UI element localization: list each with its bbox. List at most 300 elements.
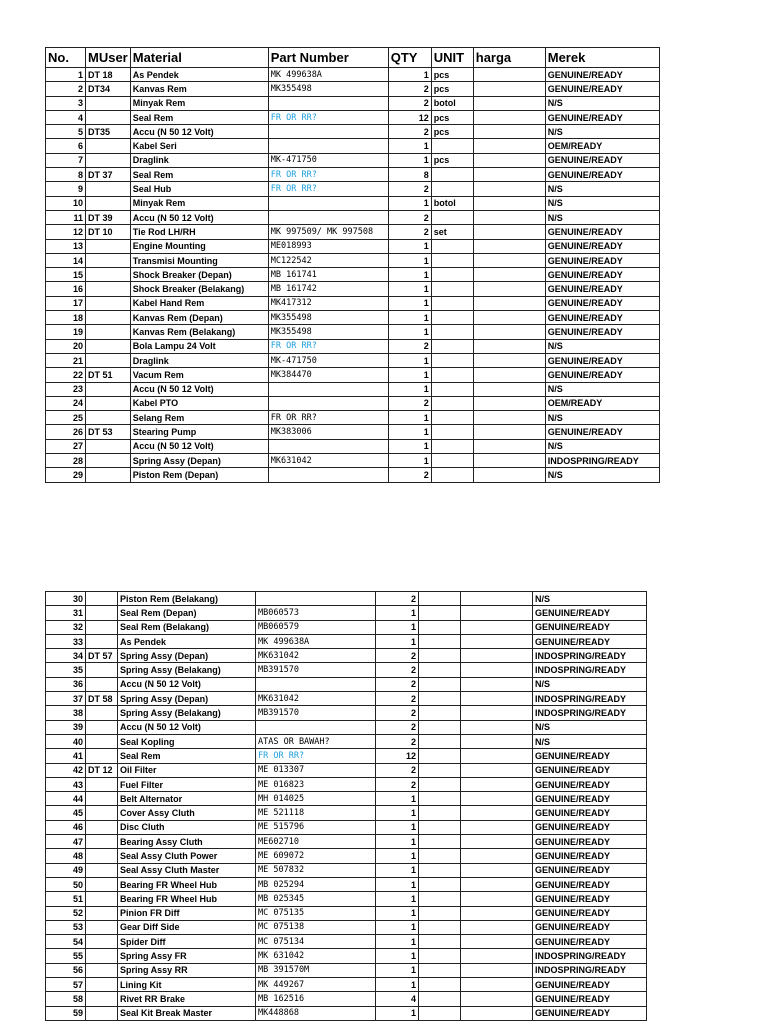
row-unit-cell[interactable] xyxy=(431,468,473,482)
row-unit-cell[interactable]: pcs xyxy=(431,68,473,82)
row-merek-cell[interactable]: N/S xyxy=(545,125,659,139)
row-material-cell[interactable]: As Pendek xyxy=(130,68,268,82)
row-material-cell[interactable]: Minyak Rem xyxy=(130,96,268,110)
row-user-cell[interactable] xyxy=(86,468,131,482)
row-merek-cell[interactable]: GENUINE/READY xyxy=(533,849,647,863)
row-merek-cell[interactable]: INDOSPRING/READY xyxy=(533,706,647,720)
row-qty-cell[interactable]: 1 xyxy=(388,353,431,367)
row-material-cell[interactable]: Seal Rem xyxy=(130,168,268,182)
row-material-cell[interactable]: Accu (N 50 12 Volt) xyxy=(130,439,268,453)
row-harga-cell[interactable] xyxy=(461,920,533,934)
row-no-cell[interactable]: 15 xyxy=(46,268,86,282)
row-qty-cell[interactable]: 1 xyxy=(376,792,419,806)
row-material-cell[interactable]: Fuel Filter xyxy=(118,777,256,791)
row-material-cell[interactable]: Tie Rod LH/RH xyxy=(130,225,268,239)
row-no-cell[interactable]: 47 xyxy=(46,835,86,849)
row-part-number-cell[interactable]: MC 075134 xyxy=(256,935,376,949)
row-unit-cell[interactable] xyxy=(419,877,461,891)
row-user-cell[interactable] xyxy=(86,268,131,282)
row-part-number-cell[interactable]: MB 391570M xyxy=(256,963,376,977)
row-unit-cell[interactable] xyxy=(431,139,473,153)
row-unit-cell[interactable] xyxy=(419,792,461,806)
row-harga-cell[interactable] xyxy=(473,253,545,267)
row-user-cell[interactable]: DT 12 xyxy=(86,763,118,777)
row-user-cell[interactable] xyxy=(86,835,118,849)
row-qty-cell[interactable]: 2 xyxy=(388,210,431,224)
row-material-cell[interactable]: Draglink xyxy=(130,153,268,167)
row-merek-cell[interactable]: INDOSPRING/READY xyxy=(533,649,647,663)
row-material-cell[interactable]: Kanvas Rem (Depan) xyxy=(130,311,268,325)
row-harga-cell[interactable] xyxy=(461,963,533,977)
row-material-cell[interactable]: Bearing FR Wheel Hub xyxy=(118,892,256,906)
row-merek-cell[interactable]: GENUINE/READY xyxy=(533,935,647,949)
row-material-cell[interactable]: Belt Alternator xyxy=(118,792,256,806)
row-qty-cell[interactable]: 1 xyxy=(376,820,419,834)
row-no-cell[interactable]: 57 xyxy=(46,978,86,992)
row-merek-cell[interactable]: INDOSPRING/READY xyxy=(533,692,647,706)
row-material-cell[interactable]: Accu (N 50 12 Volt) xyxy=(118,720,256,734)
row-harga-cell[interactable] xyxy=(461,663,533,677)
row-qty-cell[interactable]: 1 xyxy=(388,454,431,468)
row-no-cell[interactable]: 39 xyxy=(46,720,86,734)
row-unit-cell[interactable] xyxy=(431,368,473,382)
row-material-cell[interactable]: Minyak Rem xyxy=(130,196,268,210)
row-no-cell[interactable]: 40 xyxy=(46,734,86,748)
row-user-cell[interactable] xyxy=(86,820,118,834)
row-material-cell[interactable]: Spring Assy FR xyxy=(118,949,256,963)
row-user-cell[interactable] xyxy=(86,849,118,863)
row-material-cell[interactable]: Accu (N 50 12 Volt) xyxy=(130,125,268,139)
row-merek-cell[interactable]: OEM/READY xyxy=(545,396,659,410)
row-user-cell[interactable] xyxy=(86,606,118,620)
row-harga-cell[interactable] xyxy=(473,468,545,482)
row-qty-cell[interactable]: 2 xyxy=(388,96,431,110)
row-user-cell[interactable] xyxy=(86,663,118,677)
row-user-cell[interactable] xyxy=(86,325,131,339)
row-user-cell[interactable] xyxy=(86,620,118,634)
row-qty-cell[interactable]: 1 xyxy=(388,268,431,282)
row-part-number-cell[interactable]: MK383006 xyxy=(268,425,388,439)
row-qty-cell[interactable]: 2 xyxy=(388,468,431,482)
row-no-cell[interactable]: 8 xyxy=(46,168,86,182)
row-material-cell[interactable]: Selang Rem xyxy=(130,411,268,425)
row-part-number-cell[interactable]: ME 521118 xyxy=(256,806,376,820)
row-user-cell[interactable] xyxy=(86,963,118,977)
row-qty-cell[interactable]: 2 xyxy=(376,763,419,777)
row-qty-cell[interactable]: 1 xyxy=(388,411,431,425)
row-user-cell[interactable] xyxy=(86,153,131,167)
row-user-cell[interactable] xyxy=(86,182,131,196)
row-user-cell[interactable] xyxy=(86,634,118,648)
row-user-cell[interactable] xyxy=(86,1006,118,1020)
row-qty-cell[interactable]: 12 xyxy=(376,749,419,763)
row-no-cell[interactable]: 23 xyxy=(46,382,86,396)
row-harga-cell[interactable] xyxy=(461,692,533,706)
row-merek-cell[interactable]: N/S xyxy=(545,439,659,453)
row-merek-cell[interactable]: N/S xyxy=(545,96,659,110)
row-no-cell[interactable]: 4 xyxy=(46,110,86,124)
row-user-cell[interactable] xyxy=(86,382,131,396)
header-material[interactable]: Material xyxy=(130,48,268,68)
row-no-cell[interactable]: 55 xyxy=(46,949,86,963)
row-part-number-cell[interactable] xyxy=(268,382,388,396)
row-merek-cell[interactable]: GENUINE/READY xyxy=(533,792,647,806)
row-qty-cell[interactable]: 1 xyxy=(388,439,431,453)
row-merek-cell[interactable]: INDOSPRING/READY xyxy=(533,963,647,977)
header-qty[interactable]: QTY xyxy=(388,48,431,68)
row-part-number-cell[interactable] xyxy=(256,720,376,734)
row-harga-cell[interactable] xyxy=(473,425,545,439)
row-user-cell[interactable]: DT 37 xyxy=(86,168,131,182)
row-material-cell[interactable]: Spring Assy RR xyxy=(118,963,256,977)
row-part-number-cell[interactable]: MC 075135 xyxy=(256,906,376,920)
header-no[interactable]: No. xyxy=(46,48,86,68)
row-part-number-cell[interactable]: MB 025294 xyxy=(256,877,376,891)
row-unit-cell[interactable] xyxy=(431,210,473,224)
row-unit-cell[interactable] xyxy=(431,396,473,410)
row-part-number-cell[interactable]: ME 609072 xyxy=(256,849,376,863)
row-harga-cell[interactable] xyxy=(461,720,533,734)
row-merek-cell[interactable]: INDOSPRING/READY xyxy=(533,663,647,677)
row-material-cell[interactable]: Seal Kopling xyxy=(118,734,256,748)
row-material-cell[interactable]: Disc Cluth xyxy=(118,820,256,834)
row-no-cell[interactable]: 17 xyxy=(46,296,86,310)
row-material-cell[interactable]: Shock Breaker (Belakang) xyxy=(130,282,268,296)
row-no-cell[interactable]: 14 xyxy=(46,253,86,267)
row-unit-cell[interactable]: pcs xyxy=(431,153,473,167)
row-user-cell[interactable] xyxy=(86,339,131,353)
row-user-cell[interactable] xyxy=(86,311,131,325)
row-part-number-cell[interactable]: FR OR RR? xyxy=(268,110,388,124)
row-harga-cell[interactable] xyxy=(461,949,533,963)
row-material-cell[interactable]: Transmisi Mounting xyxy=(130,253,268,267)
row-qty-cell[interactable]: 1 xyxy=(376,634,419,648)
row-no-cell[interactable]: 16 xyxy=(46,282,86,296)
row-harga-cell[interactable] xyxy=(473,311,545,325)
row-user-cell[interactable] xyxy=(86,877,118,891)
row-part-number-cell[interactable]: MK355498 xyxy=(268,82,388,96)
row-merek-cell[interactable]: N/S xyxy=(545,339,659,353)
row-unit-cell[interactable] xyxy=(419,849,461,863)
row-merek-cell[interactable]: GENUINE/READY xyxy=(545,168,659,182)
row-qty-cell[interactable]: 1 xyxy=(376,606,419,620)
row-qty-cell[interactable]: 1 xyxy=(376,835,419,849)
row-user-cell[interactable] xyxy=(86,96,131,110)
row-material-cell[interactable]: Seal Assy Cluth Power xyxy=(118,849,256,863)
row-no-cell[interactable]: 34 xyxy=(46,649,86,663)
row-unit-cell[interactable] xyxy=(419,706,461,720)
row-unit-cell[interactable] xyxy=(419,763,461,777)
row-harga-cell[interactable] xyxy=(473,153,545,167)
row-user-cell[interactable] xyxy=(86,677,118,691)
row-harga-cell[interactable] xyxy=(473,225,545,239)
row-merek-cell[interactable]: N/S xyxy=(545,382,659,396)
row-no-cell[interactable]: 36 xyxy=(46,677,86,691)
row-no-cell[interactable]: 59 xyxy=(46,1006,86,1020)
row-material-cell[interactable]: Lining Kit xyxy=(118,978,256,992)
row-material-cell[interactable]: Accu (N 50 12 Volt) xyxy=(130,382,268,396)
row-unit-cell[interactable] xyxy=(419,677,461,691)
row-part-number-cell[interactable]: MK631042 xyxy=(256,692,376,706)
row-harga-cell[interactable] xyxy=(473,339,545,353)
row-merek-cell[interactable]: N/S xyxy=(545,196,659,210)
row-unit-cell[interactable] xyxy=(419,992,461,1006)
row-unit-cell[interactable] xyxy=(419,734,461,748)
row-merek-cell[interactable]: GENUINE/READY xyxy=(545,225,659,239)
row-merek-cell[interactable]: GENUINE/READY xyxy=(533,835,647,849)
row-part-number-cell[interactable]: FR OR RR? xyxy=(256,749,376,763)
row-harga-cell[interactable] xyxy=(473,368,545,382)
row-harga-cell[interactable] xyxy=(473,182,545,196)
row-part-number-cell[interactable]: FR OR RR? xyxy=(268,339,388,353)
row-part-number-cell[interactable]: MK 499638A xyxy=(268,68,388,82)
row-part-number-cell[interactable]: MK 449267 xyxy=(256,978,376,992)
row-user-cell[interactable] xyxy=(86,411,131,425)
row-unit-cell[interactable] xyxy=(419,749,461,763)
row-unit-cell[interactable] xyxy=(419,892,461,906)
row-no-cell[interactable]: 2 xyxy=(46,82,86,96)
row-merek-cell[interactable]: GENUINE/READY xyxy=(533,920,647,934)
row-part-number-cell[interactable]: FR OR RR? xyxy=(268,168,388,182)
row-merek-cell[interactable]: GENUINE/READY xyxy=(545,239,659,253)
row-qty-cell[interactable]: 1 xyxy=(388,296,431,310)
row-no-cell[interactable]: 35 xyxy=(46,663,86,677)
row-harga-cell[interactable] xyxy=(473,325,545,339)
row-qty-cell[interactable]: 2 xyxy=(376,692,419,706)
row-part-number-cell[interactable]: MK355498 xyxy=(268,325,388,339)
row-harga-cell[interactable] xyxy=(473,110,545,124)
row-no-cell[interactable]: 52 xyxy=(46,906,86,920)
row-unit-cell[interactable]: botol xyxy=(431,96,473,110)
row-unit-cell[interactable] xyxy=(419,978,461,992)
row-merek-cell[interactable]: GENUINE/READY xyxy=(545,153,659,167)
row-part-number-cell[interactable] xyxy=(268,196,388,210)
row-merek-cell[interactable]: GENUINE/READY xyxy=(545,68,659,82)
row-part-number-cell[interactable]: MC 075138 xyxy=(256,920,376,934)
row-no-cell[interactable]: 3 xyxy=(46,96,86,110)
row-material-cell[interactable]: Bearing FR Wheel Hub xyxy=(118,877,256,891)
row-qty-cell[interactable]: 2 xyxy=(376,592,419,606)
row-user-cell[interactable] xyxy=(86,749,118,763)
row-part-number-cell[interactable]: ME 507832 xyxy=(256,863,376,877)
row-unit-cell[interactable] xyxy=(431,353,473,367)
row-qty-cell[interactable]: 2 xyxy=(376,720,419,734)
row-user-cell[interactable]: DT 58 xyxy=(86,692,118,706)
header-unit[interactable]: UNIT xyxy=(431,48,473,68)
row-merek-cell[interactable]: GENUINE/READY xyxy=(533,877,647,891)
row-user-cell[interactable] xyxy=(86,920,118,934)
row-unit-cell[interactable] xyxy=(419,634,461,648)
row-no-cell[interactable]: 51 xyxy=(46,892,86,906)
row-user-cell[interactable] xyxy=(86,949,118,963)
row-unit-cell[interactable] xyxy=(431,425,473,439)
row-qty-cell[interactable]: 1 xyxy=(376,963,419,977)
row-merek-cell[interactable]: GENUINE/READY xyxy=(533,1006,647,1020)
row-no-cell[interactable]: 13 xyxy=(46,239,86,253)
row-harga-cell[interactable] xyxy=(461,1006,533,1020)
row-no-cell[interactable]: 12 xyxy=(46,225,86,239)
row-qty-cell[interactable]: 1 xyxy=(376,949,419,963)
row-part-number-cell[interactable]: MB391570 xyxy=(256,706,376,720)
row-merek-cell[interactable]: OEM/READY xyxy=(545,139,659,153)
row-material-cell[interactable]: Rivet RR Brake xyxy=(118,992,256,1006)
row-no-cell[interactable]: 22 xyxy=(46,368,86,382)
header-merek[interactable]: Merek xyxy=(545,48,659,68)
row-harga-cell[interactable] xyxy=(461,935,533,949)
row-part-number-cell[interactable] xyxy=(268,139,388,153)
row-part-number-cell[interactable]: FR OR RR? xyxy=(268,411,388,425)
row-part-number-cell[interactable]: ME 013307 xyxy=(256,763,376,777)
row-harga-cell[interactable] xyxy=(461,806,533,820)
row-harga-cell[interactable] xyxy=(461,677,533,691)
row-material-cell[interactable]: Gear Diff Side xyxy=(118,920,256,934)
row-part-number-cell[interactable]: MH 014025 xyxy=(256,792,376,806)
row-harga-cell[interactable] xyxy=(461,863,533,877)
row-user-cell[interactable] xyxy=(86,734,118,748)
row-material-cell[interactable]: Seal Rem xyxy=(130,110,268,124)
row-material-cell[interactable]: Engine Mounting xyxy=(130,239,268,253)
row-merek-cell[interactable]: N/S xyxy=(545,182,659,196)
row-qty-cell[interactable]: 1 xyxy=(388,425,431,439)
row-harga-cell[interactable] xyxy=(461,620,533,634)
row-unit-cell[interactable] xyxy=(431,311,473,325)
row-material-cell[interactable]: Bearing Assy Cluth xyxy=(118,835,256,849)
row-harga-cell[interactable] xyxy=(473,96,545,110)
row-unit-cell[interactable] xyxy=(419,806,461,820)
row-qty-cell[interactable]: 1 xyxy=(388,239,431,253)
row-material-cell[interactable]: Kabel Hand Rem xyxy=(130,296,268,310)
row-unit-cell[interactable] xyxy=(431,339,473,353)
row-part-number-cell[interactable]: MK417312 xyxy=(268,296,388,310)
row-unit-cell[interactable] xyxy=(419,606,461,620)
row-unit-cell[interactable] xyxy=(419,620,461,634)
row-unit-cell[interactable] xyxy=(431,454,473,468)
row-unit-cell[interactable] xyxy=(431,282,473,296)
row-no-cell[interactable]: 56 xyxy=(46,963,86,977)
row-user-cell[interactable] xyxy=(86,454,131,468)
row-harga-cell[interactable] xyxy=(473,353,545,367)
row-no-cell[interactable]: 27 xyxy=(46,439,86,453)
row-material-cell[interactable]: Draglink xyxy=(130,353,268,367)
row-user-cell[interactable] xyxy=(86,296,131,310)
row-unit-cell[interactable] xyxy=(419,649,461,663)
row-qty-cell[interactable]: 2 xyxy=(376,677,419,691)
row-merek-cell[interactable]: INDOSPRING/READY xyxy=(533,949,647,963)
row-user-cell[interactable] xyxy=(86,792,118,806)
row-material-cell[interactable]: Spring Assy (Depan) xyxy=(118,649,256,663)
row-qty-cell[interactable]: 8 xyxy=(388,168,431,182)
row-user-cell[interactable] xyxy=(86,196,131,210)
row-harga-cell[interactable] xyxy=(473,210,545,224)
row-material-cell[interactable]: Seal Hub xyxy=(130,182,268,196)
row-qty-cell[interactable]: 1 xyxy=(388,368,431,382)
row-merek-cell[interactable]: GENUINE/READY xyxy=(545,253,659,267)
row-user-cell[interactable] xyxy=(86,892,118,906)
row-qty-cell[interactable]: 1 xyxy=(376,1006,419,1020)
row-material-cell[interactable]: Stearing Pump xyxy=(130,425,268,439)
row-part-number-cell[interactable]: MB 025345 xyxy=(256,892,376,906)
row-user-cell[interactable] xyxy=(86,978,118,992)
row-part-number-cell[interactable]: ME602710 xyxy=(256,835,376,849)
row-merek-cell[interactable]: GENUINE/READY xyxy=(533,634,647,648)
row-harga-cell[interactable] xyxy=(473,196,545,210)
row-material-cell[interactable]: Vacum Rem xyxy=(130,368,268,382)
row-qty-cell[interactable]: 1 xyxy=(376,906,419,920)
row-merek-cell[interactable]: GENUINE/READY xyxy=(533,806,647,820)
row-user-cell[interactable]: DT 53 xyxy=(86,425,131,439)
row-material-cell[interactable]: Seal Kit Break Master xyxy=(118,1006,256,1020)
row-part-number-cell[interactable] xyxy=(268,125,388,139)
row-material-cell[interactable]: Shock Breaker (Depan) xyxy=(130,268,268,282)
row-harga-cell[interactable] xyxy=(461,763,533,777)
row-unit-cell[interactable]: set xyxy=(431,225,473,239)
row-unit-cell[interactable] xyxy=(419,935,461,949)
row-merek-cell[interactable]: N/S xyxy=(533,592,647,606)
row-part-number-cell[interactable]: MK 631042 xyxy=(256,949,376,963)
row-material-cell[interactable]: Piston Rem (Depan) xyxy=(130,468,268,482)
row-unit-cell[interactable] xyxy=(431,168,473,182)
row-merek-cell[interactable]: GENUINE/READY xyxy=(545,325,659,339)
row-unit-cell[interactable] xyxy=(431,253,473,267)
header-part-number[interactable]: Part Number xyxy=(268,48,388,68)
row-part-number-cell[interactable]: MK355498 xyxy=(268,311,388,325)
row-no-cell[interactable]: 18 xyxy=(46,311,86,325)
row-no-cell[interactable]: 30 xyxy=(46,592,86,606)
row-harga-cell[interactable] xyxy=(473,68,545,82)
row-harga-cell[interactable] xyxy=(473,168,545,182)
row-material-cell[interactable]: Piston Rem (Belakang) xyxy=(118,592,256,606)
row-material-cell[interactable]: Seal Rem xyxy=(118,749,256,763)
row-harga-cell[interactable] xyxy=(473,454,545,468)
row-material-cell[interactable]: Pinion FR Diff xyxy=(118,906,256,920)
row-no-cell[interactable]: 11 xyxy=(46,210,86,224)
row-unit-cell[interactable] xyxy=(419,906,461,920)
row-qty-cell[interactable]: 2 xyxy=(388,396,431,410)
row-merek-cell[interactable]: N/S xyxy=(533,734,647,748)
row-merek-cell[interactable]: GENUINE/READY xyxy=(545,296,659,310)
row-part-number-cell[interactable]: MK448868 xyxy=(256,1006,376,1020)
row-user-cell[interactable] xyxy=(86,706,118,720)
row-harga-cell[interactable] xyxy=(461,892,533,906)
row-qty-cell[interactable]: 1 xyxy=(376,920,419,934)
row-harga-cell[interactable] xyxy=(473,411,545,425)
row-material-cell[interactable]: Spring Assy (Belakang) xyxy=(118,706,256,720)
row-qty-cell[interactable]: 1 xyxy=(376,877,419,891)
row-qty-cell[interactable]: 2 xyxy=(376,706,419,720)
row-part-number-cell[interactable]: ME 016823 xyxy=(256,777,376,791)
row-qty-cell[interactable]: 1 xyxy=(388,196,431,210)
row-qty-cell[interactable]: 1 xyxy=(376,863,419,877)
row-part-number-cell[interactable]: ME 515796 xyxy=(256,820,376,834)
row-user-cell[interactable] xyxy=(86,439,131,453)
row-merek-cell[interactable]: GENUINE/READY xyxy=(533,606,647,620)
row-unit-cell[interactable] xyxy=(419,663,461,677)
row-harga-cell[interactable] xyxy=(461,734,533,748)
row-merek-cell[interactable]: GENUINE/READY xyxy=(545,425,659,439)
row-no-cell[interactable]: 46 xyxy=(46,820,86,834)
row-part-number-cell[interactable] xyxy=(268,96,388,110)
row-no-cell[interactable]: 54 xyxy=(46,935,86,949)
row-user-cell[interactable] xyxy=(86,110,131,124)
row-unit-cell[interactable] xyxy=(431,182,473,196)
row-harga-cell[interactable] xyxy=(461,792,533,806)
row-material-cell[interactable]: Seal Rem (Depan) xyxy=(118,606,256,620)
row-merek-cell[interactable]: GENUINE/READY xyxy=(533,892,647,906)
row-merek-cell[interactable]: GENUINE/READY xyxy=(533,863,647,877)
row-no-cell[interactable]: 33 xyxy=(46,634,86,648)
row-material-cell[interactable]: Seal Rem (Belakang) xyxy=(118,620,256,634)
row-no-cell[interactable]: 43 xyxy=(46,777,86,791)
